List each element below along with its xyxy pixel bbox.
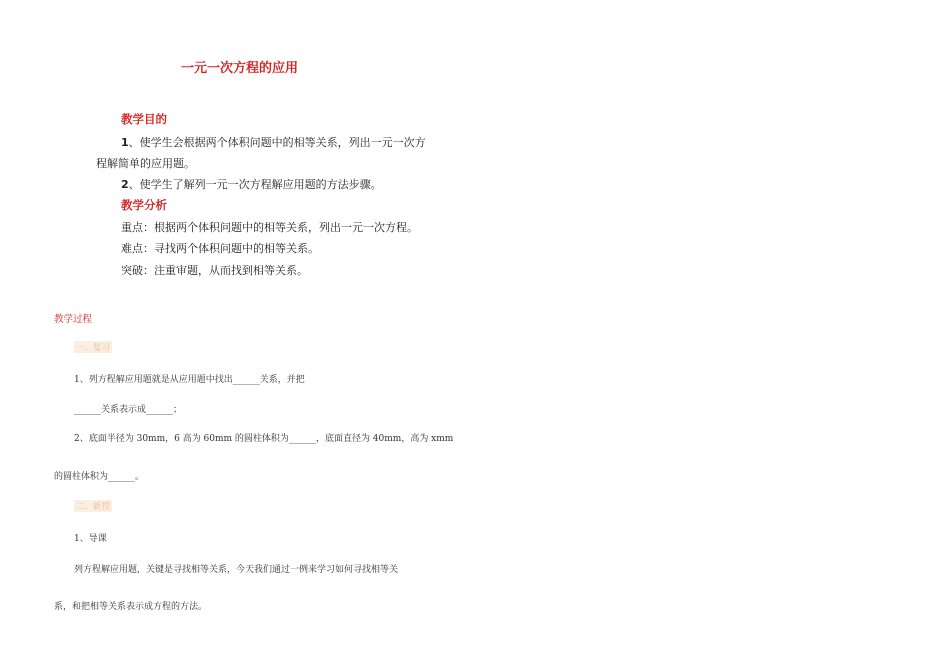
review-question-2-line-2: 的圆柱体积为______。: [54, 472, 145, 482]
page-title: 一元一次方程的应用: [181, 61, 299, 76]
review-section-label: 一、复习: [76, 343, 111, 353]
analysis-difficulty: 难点：寻找两个体积问题中的相等关系。: [121, 242, 319, 255]
intro-heading: 1、导课: [74, 534, 107, 544]
analysis-heading: 教学分析: [121, 198, 167, 212]
objectives-heading: 教学目的: [121, 112, 167, 126]
review-question-1-line-2: ______关系表示成______；: [74, 405, 183, 415]
analysis-key-point: 重点：根据两个体积问题中的相等关系，列出一元一次方程。: [121, 221, 418, 234]
objective-item-2: [121, 176, 382, 192]
new-lesson-section-label: 二、新授: [76, 502, 111, 512]
objective-item-2-number: 2: [121, 178, 129, 191]
objective-item-1-line-2: 程解简单的应用题。: [96, 157, 195, 170]
process-heading: 教学过程: [54, 314, 93, 325]
analysis-breakthrough: 突破：注重审题，从而找到相等关系。: [121, 264, 308, 277]
objective-item-1-line-1: [121, 134, 426, 150]
intro-paragraph-line-2: 系，和把相等关系表示成方程的方法。: [54, 602, 208, 612]
review-question-2-line-1: 2、底面半径为 30mm，6 高为 60mm 的圆柱体积为______，底面直径为 40mm，高为 xmm: [74, 434, 454, 444]
intro-paragraph-line-1: 列方程解应用题，关键是寻找相等关系，今天我们通过一例来学习如何寻找相等关: [74, 565, 399, 575]
review-question-1-line-1: 1、列方程解应用题就是从应用题中找出______关系，并把: [74, 375, 305, 385]
objective-item-1-number: 1: [121, 136, 129, 149]
objective-item-2-text: 、使学生了解列一元一次方程解应用题的方法步骤。: [128, 178, 382, 191]
objective-item-1-text: 、使学生会根据两个体积问题中的相等关系，列出一元一次方: [128, 136, 426, 149]
